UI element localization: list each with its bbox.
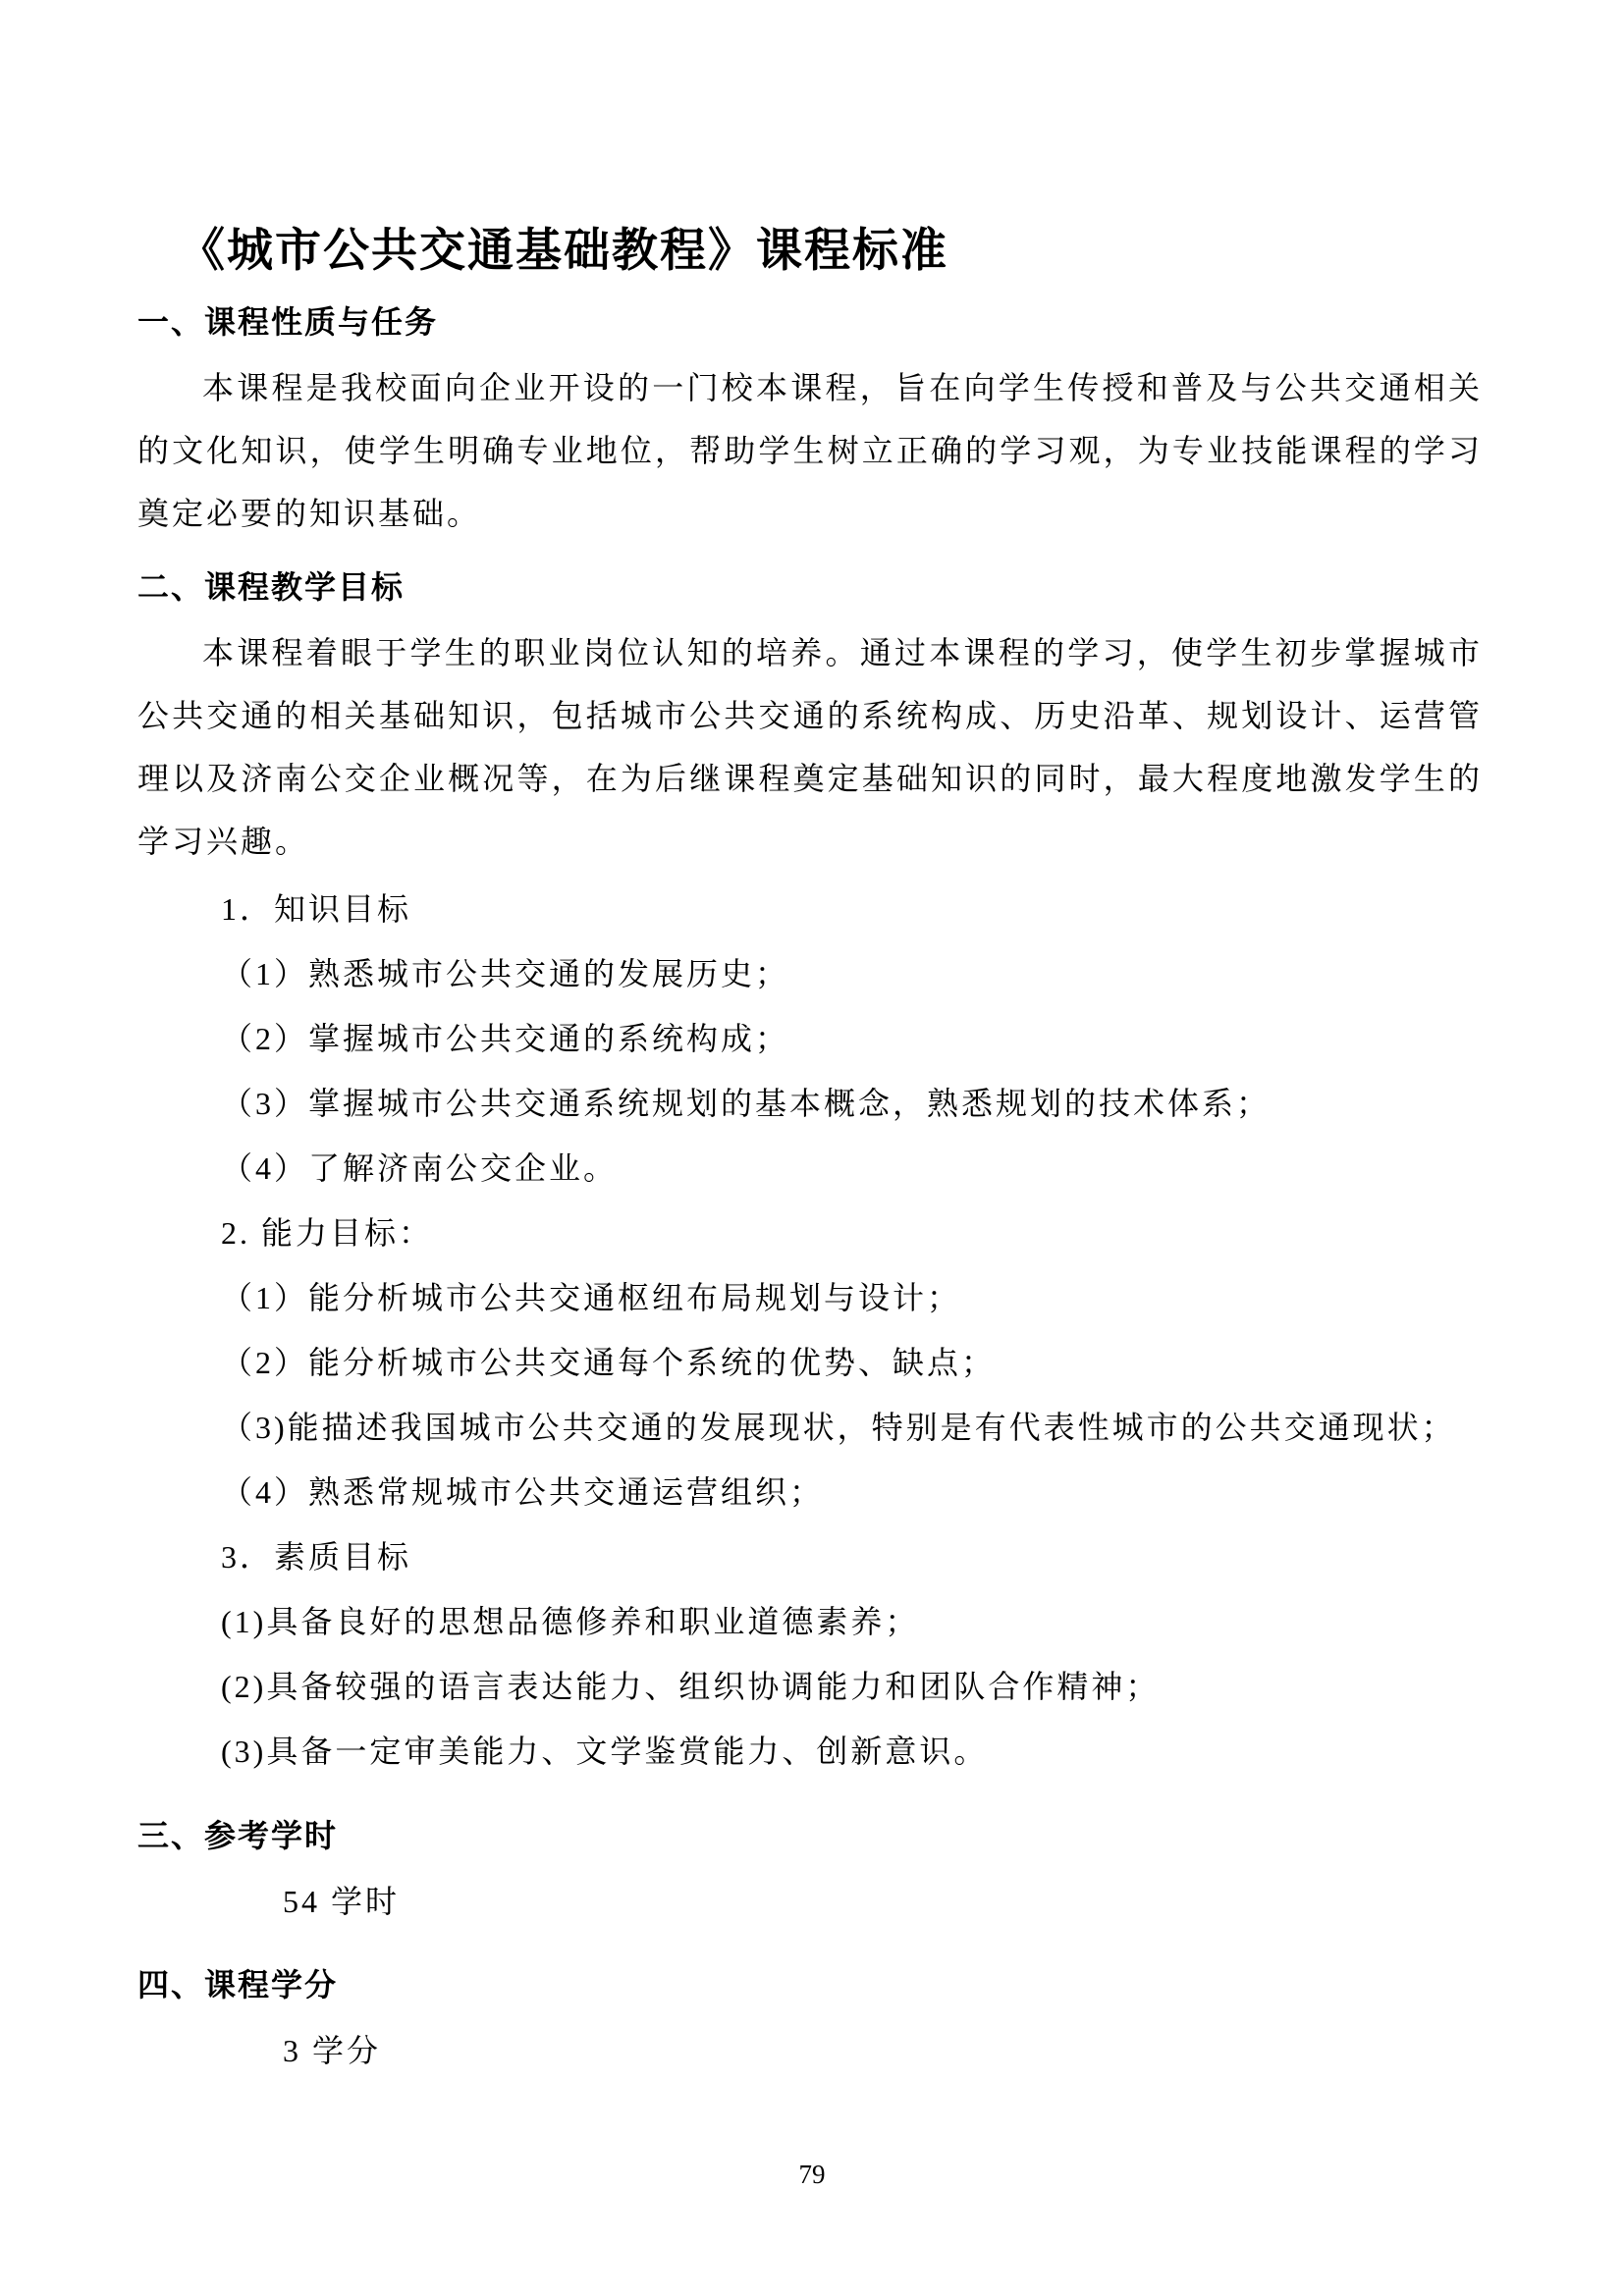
list-item: (3)具备一定审美能力、文学鉴赏能力、创新意识。	[221, 1734, 989, 1769]
list-item: （2）掌握城市公共交通的系统构成；	[221, 1021, 790, 1056]
list-item: (2)具备较强的语言表达能力、组织协调能力和团队合作精神；	[221, 1669, 1161, 1704]
page-number: 79	[798, 2160, 826, 2189]
document-title: 《城市公共交通基础教程》课程标准	[179, 224, 948, 276]
course-credits-value: 3 学分	[283, 2033, 382, 2068]
section-2-paragraph: 本课程着眼于学生的职业岗位认知的培养。通过本课程的学习，使学生初步掌握城市公共交通的相关基础知识，包括城市公共交通的系统构成、历史沿革、规划设计、运营管理以及济南公交企业概况等，在为后继课程奠定基础知识的同时，最大程度地激发学生的学习兴趣。	[137, 635, 1483, 859]
section-course-nature	[137, 299, 1483, 545]
list-item: （2）能分析城市公共交通每个系统的优势、缺点；	[221, 1345, 997, 1380]
section-reference-hours	[137, 1813, 1483, 1933]
list-item: （4）了解济南公交企业。	[221, 1150, 619, 1186]
list-item: （1）熟悉城市公共交通的发展历史；	[221, 956, 790, 991]
list-item-ability-goal: 2. 能力目标：	[221, 1215, 434, 1251]
list-item: (1)具备良好的思想品德修养和职业道德素养；	[221, 1604, 920, 1639]
list-item-quality-goal: 3．素质目标	[221, 1539, 412, 1575]
section-3-heading: 三、参考学时	[137, 1818, 339, 1853]
list-item: （4）熟悉常规城市公共交通运营组织；	[221, 1474, 825, 1510]
course-hours-value: 54 学时	[283, 1884, 401, 1919]
list-item: （3)能描述我国城市公共交通的发展现状，特别是有代表性城市的公共交通现状；	[221, 1410, 1456, 1445]
section-2-heading: 二、课程教学目标	[137, 569, 406, 605]
section-teaching-objectives	[137, 564, 1483, 1784]
list-item: （1）能分析城市公共交通枢纽布局规划与设计；	[221, 1280, 962, 1315]
section-course-credits	[137, 1962, 1483, 2082]
section-1-heading: 一、课程性质与任务	[137, 304, 439, 340]
list-item: （3）掌握城市公共交通系统规划的基本概念，熟悉规划的技术体系；	[221, 1086, 1272, 1121]
section-4-heading: 四、课程学分	[137, 1967, 339, 2002]
list-item-knowledge-goal: 1．知识目标	[221, 891, 412, 927]
section-1-paragraph: 本课程是我校面向企业开设的一门校本课程，旨在向学生传授和普及与公共交通相关的文化知识，使学生明确专业地位，帮助学生树立正确的学习观，为专业技能课程的学习奠定必要的知识基础。	[137, 370, 1483, 531]
objectives-list	[137, 877, 1483, 1784]
